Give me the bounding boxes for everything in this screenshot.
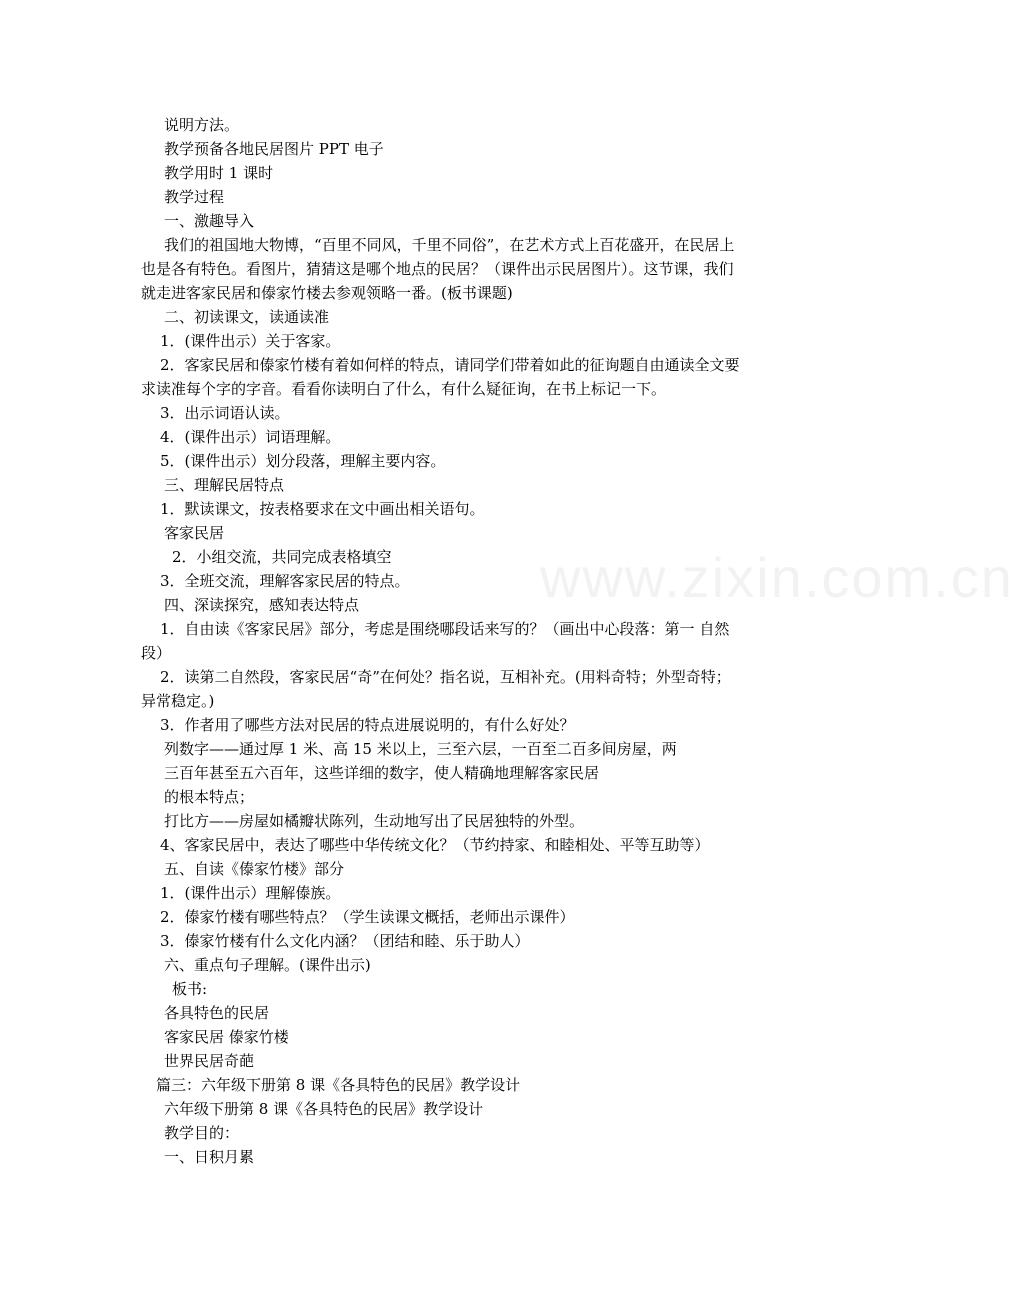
text-line: 客家民居 [164, 524, 225, 542]
text-line: 4、客家民居中，表达了哪些中华传统文化？（节约持家、和睦相处、平等互助等） [160, 836, 710, 854]
text-line: 板书: [172, 980, 208, 998]
text-line: 3．出示词语认读。 [160, 404, 290, 422]
text-line: 3．全班交流，理解客家民居的特点。 [160, 572, 410, 590]
section-heading: 四、深读探究，感知表达特点 [164, 596, 360, 614]
section-heading: 一、激趣导入 [164, 212, 255, 230]
text-line: 1．(课件出示）关于客家。 [160, 332, 341, 350]
section-heading: 五、自读《傣家竹楼》部分 [164, 860, 345, 878]
text-line: 教学用时 1 课时 [164, 164, 274, 182]
section-heading: 一、日积月累 [164, 1148, 255, 1166]
text-line: 六年级下册第 8 课《各具特色的民居》教学设计 [164, 1100, 484, 1118]
text-line: 2．客家民居和傣家竹楼有着如何样的特点，请同学们带着如此的征询题自由通读全文要 [160, 356, 740, 374]
text-line: 求读准每个字的字音。看看你读明白了什么，有什么疑征询，在书上标记一下。 [141, 380, 667, 398]
text-line: 列数字——通过厚 1 米、高 15 米以上，三至六层，一百至二百多间房屋，两 [164, 740, 677, 758]
text-line: 异常稳定。) [141, 692, 215, 710]
section-heading: 二、初读课文，读通读准 [164, 308, 330, 326]
text-line: 2．读第二自然段，客家民居“奇”在何处？指名说，互相补充。(用料奇特；外型奇特； [160, 668, 731, 686]
text-line: 1．默读课文，按表格要求在文中画出相关语句。 [160, 500, 485, 518]
text-line: 教学目的： [164, 1124, 240, 1142]
text-line: 世界民居奇葩 [164, 1052, 255, 1070]
text-line: 段） [141, 644, 172, 662]
text-line: 2．傣家竹楼有哪些特点？（学生读课文概括，老师出示课件） [160, 908, 575, 926]
text-line: 打比方——房屋如橘瓣状陈列，生动地写出了民居独特的外型。 [164, 812, 585, 830]
text-line: 教学过程 [164, 188, 225, 206]
text-line: 2．小组交流，共同完成表格填空 [172, 548, 392, 566]
text-line: 1．(课件出示）理解傣族。 [160, 884, 341, 902]
text-line: 5．(课件出示）划分段落，理解主要内容。 [160, 452, 446, 470]
text-line: 3．傣家竹楼有什么文化内涵？（团结和睦、乐于助人） [160, 932, 530, 950]
text-line: 的根本特点； [164, 788, 255, 806]
text-line: 也是各有特色。看图片，猜猜这是哪个地点的民居？（课件出示民居图片）。这节课，我们 [141, 260, 734, 278]
watermark-text: www.zixin.com.cn [540, 546, 1014, 609]
text-line: 教学预备各地民居图片 PPT 电子 [164, 140, 384, 158]
text-line: 说明方法。 [164, 116, 240, 134]
text-line: 我们的祖国地大物博，“百里不同风，千里不同俗”，在艺术方式上百花盛开，在民居上 [164, 236, 735, 254]
section-heading: 篇三：六年级下册第 8 课《各具特色的民居》教学设计 [156, 1076, 521, 1094]
section-heading: 六、重点句子理解。(课件出示) [164, 956, 371, 974]
text-line: 各具特色的民居 [164, 1004, 270, 1022]
text-line: 4．(课件出示）词语理解。 [160, 428, 341, 446]
section-heading: 三、理解民居特点 [164, 476, 285, 494]
text-line: 就走进客家民居和傣家竹楼去参观领略一番。(板书课题) [141, 284, 513, 302]
text-line: 三百年甚至五六百年，这些详细的数字，使人精确地理解客家民居 [164, 764, 600, 782]
text-line: 客家民居 傣家竹楼 [164, 1028, 289, 1046]
text-line: 3．作者用了哪些方法对民居的特点进展说明的，有什么好处？ [160, 716, 575, 734]
text-line: 1．自由读《客家民居》部分，考虑是围绕哪段话来写的？（画出中心段落：第一 自然 [160, 620, 730, 638]
